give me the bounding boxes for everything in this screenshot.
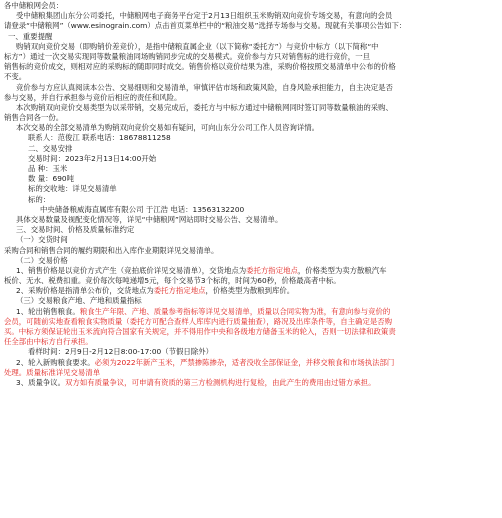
- s3-3-title: （三）交易粮食产地、产地和质量指标: [16, 296, 142, 306]
- section-2-title: 二、交易安排: [28, 143, 73, 153]
- s1-p1-line-4: 不变。: [4, 72, 27, 82]
- s3-3-p2-label: 2、轮入新购粮食要求。: [16, 357, 95, 367]
- quantity: 数 量：690吨: [28, 174, 75, 184]
- s3-3-p3-red: 双方如有质量争议，可申请有资质的第三方检测机构进行复检，由此产生的费用由过错方承担。: [65, 377, 376, 387]
- s3-1-title: （一）交货时间: [16, 235, 68, 245]
- s3-2-p2-text-b: ，价格类型为散粮到库价。: [205, 286, 295, 296]
- trade-time: 交易时间：2023年2月13日14:00开始: [28, 153, 157, 163]
- s3-2-p2-highlight: 委托方指定地点: [153, 286, 206, 296]
- s3-3-p3-label: 3、质量争议。: [16, 377, 66, 387]
- s1-p1-line-2: 标方”）通过一次交易实现同等数量粮油同场购销同步完成的交易模式。竞价参与方只对销售标的进行竞价，一旦: [4, 51, 370, 61]
- s3-3-p2-red-2: 处理。质量标准详见交易清单: [4, 367, 101, 377]
- s3-2-p2: [4, 286, 498, 296]
- greeting: 各中储粮网会员：: [4, 1, 64, 10]
- s1-p1-line-3: 销售标的竞价成交，则相对应的采购标的随即同时成交。销售价格以竞价结果为准，采购价格按照交易清单中公布的价格: [4, 62, 396, 72]
- s1-p2-line-1: 竞价参与方应认真阅读本公告、交易细则和交易清单，审慎评估市场和政策风险，自身风险承担能力，自主决定是否: [16, 82, 393, 92]
- section-3-title: 三、交易时间、价格及质量标准约定: [16, 225, 135, 235]
- variety: 品 种：玉米: [28, 164, 68, 173]
- target-location: 标的交收地：详见交易清单: [28, 184, 117, 194]
- intro-line-2: 请登录“中储粮网”（www.esinograin.com）点击首页菜单栏中的“粮油交易”选择专场参与交易。现就有关事项公告如下：: [4, 21, 407, 31]
- s1-p4: 本次交易的全部交易清单为购销双向竞价交易如有疑问，可向山东分公司工作人员咨询详情。: [16, 123, 320, 133]
- s3-3-p1-red-2: 会员，可随前实地查看粮食实物质量（委托方可配合查样人库库内进行质量抽查），路况及出库条件等，自主确定是否购: [4, 316, 393, 326]
- s3-1-text: 采购合同和销售合同的履约期限和出入库作业期限详见交易清单。: [4, 245, 219, 255]
- s1-p1-line-1: 购销双向竞价交易（即购销价差竞价），是指中储粮直属企业（以下简称“委托方”）与竞价中标方（以下简称“中: [16, 41, 379, 51]
- s3-2-p1-text-a: 1、销售价格是以竞价方式产生（竞拍底价详见交易清单），交货地点为: [16, 265, 247, 275]
- details-note: 具体交易数量及视配变化情况等，详见“中储粮网”网站即时交易公告、交易清单。: [16, 214, 283, 224]
- client-label: 标的：: [28, 194, 51, 204]
- intro-line-1: 受中储粮集团山东分公司委托，中储粮网电子商务平台定于2月13日组织玉米购销双向竞价专场交易，有意向的会员: [16, 11, 393, 21]
- s3-2-p1-text-b: ，价格类型为卖方散粮汽车: [297, 265, 387, 275]
- s3-2-p1-highlight: 委托方指定地点: [246, 265, 298, 275]
- s3-3-p1-red-1: 粮食生产年限、产地、质量参考指标等详见交易清单，质量以合同实物为准，有意向参与竞价的: [79, 306, 391, 316]
- s3-3-p2-red-1: 必须为2022年新产玉米，严禁掺陈掺杂，适者没收全部保证金，并移交粮食和市场执法部门: [94, 357, 395, 367]
- s1-p3-line-2: 销售合同各一份。: [4, 113, 64, 123]
- s1-p2-line-2: 参与交易，并自行承担参与竞价后相应的责任和风险。: [4, 92, 182, 102]
- s3-3-p1-line-1: [4, 307, 498, 317]
- s3-3-p1-red-4: 任全部由中标方自行承担。: [4, 337, 93, 347]
- s3-2-p2-text-a: 2、采购价格是指清单公布价，交货地点为: [16, 286, 154, 296]
- s3-3-p3: [4, 378, 498, 388]
- s3-2-p1-line-2: 板价、无水、税费扣重。竞价每次每吨递增5元，每个交易节3个标的，时间为60秒，价格最高者中标。: [4, 276, 341, 286]
- client-contact: 中央储备粮威海直属库有限公司 于江浩 电话：13563132200: [40, 204, 245, 214]
- s3-3-p1-label: 1、轮出销售粮食。: [16, 306, 80, 316]
- s3-2-title: （二）交易价格: [16, 255, 68, 265]
- s1-p3-line-1: 本次购销双向竞价交易类型为以采带销，交易完成后，委托方与中标方通过中储粮网同时签订同等数量粮油的采购、: [16, 102, 393, 112]
- s3-3-p2-line-1: [4, 358, 498, 368]
- contact-info: 联系人：范俊江 联系电话：18678811258: [28, 133, 171, 143]
- s3-2-p1-line-1: [4, 266, 498, 276]
- s3-3-p1-red-3: 买。中标方须保证轮出玉米流向符合国家有关规定，并不得用作中央和各级地方储备玉米的轮入，否则一切法律和政策责: [4, 327, 396, 336]
- section-1-title: 一、重要提醒: [8, 31, 53, 41]
- viewing-time: 看样时间：2月9日-2月12日8:00-17:00（节假日除外）: [28, 347, 213, 357]
